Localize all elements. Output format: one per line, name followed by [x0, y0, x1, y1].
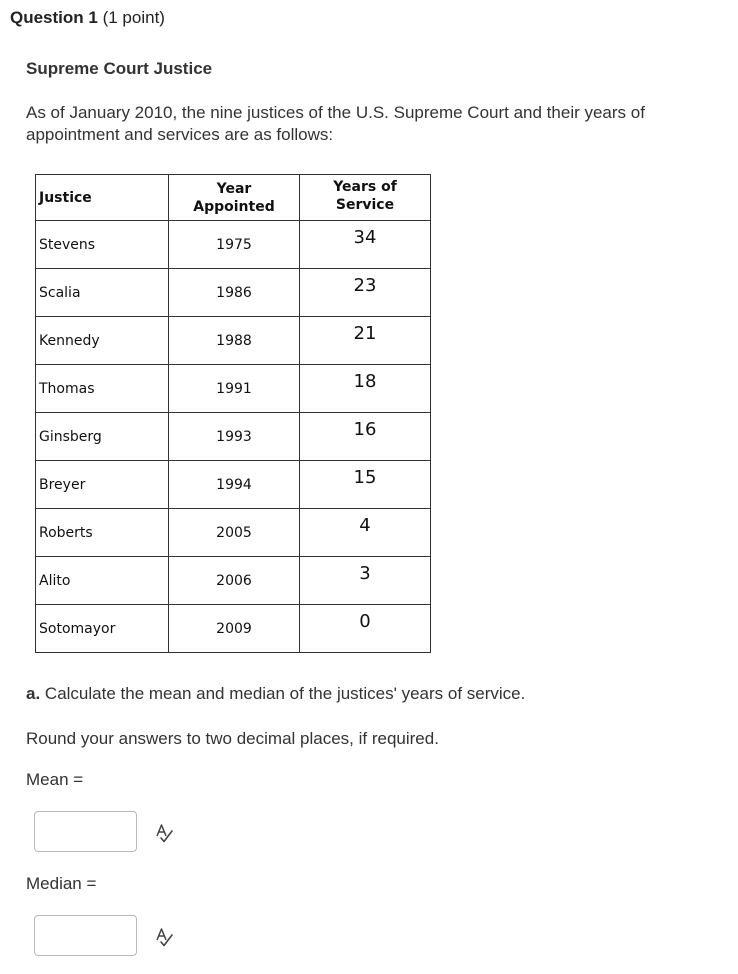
year-appointed: 1993 [169, 413, 300, 461]
justice-name: Sotomayor [36, 605, 169, 653]
header-justice: Justice [36, 175, 169, 221]
part-a-letter: a. [26, 684, 41, 703]
question-points: (1 point) [102, 8, 165, 27]
table-row [36, 413, 431, 461]
header-years-of-service: Years of Service [300, 175, 431, 221]
mean-label: Mean = [26, 770, 84, 789]
years-of-service: 21 [300, 317, 431, 365]
justices-table [35, 174, 431, 653]
justice-name: Breyer [36, 461, 169, 509]
justice-name: Stevens [36, 221, 169, 269]
table-header-row [36, 175, 431, 221]
years-of-service: 16 [300, 413, 431, 461]
years-of-service: 0 [300, 605, 431, 653]
table-row [36, 509, 431, 557]
justice-name: Kennedy [36, 317, 169, 365]
mean-input[interactable] [34, 811, 137, 852]
spellcheck-icon[interactable] [154, 927, 174, 947]
year-appointed: 1988 [169, 317, 300, 365]
year-appointed: 1975 [169, 221, 300, 269]
table-row [36, 605, 431, 653]
years-of-service: 23 [300, 269, 431, 317]
table-row [36, 461, 431, 509]
justice-name: Scalia [36, 269, 169, 317]
years-of-service: 34 [300, 221, 431, 269]
justice-name: Roberts [36, 509, 169, 557]
table-row [36, 269, 431, 317]
year-appointed: 1994 [169, 461, 300, 509]
question-header [10, 8, 165, 28]
header-year-appointed: Year Appointed [169, 175, 300, 221]
justice-name: Ginsberg [36, 413, 169, 461]
table-row [36, 557, 431, 605]
year-appointed: 2005 [169, 509, 300, 557]
rounding-instruction: Round your answers to two decimal places, if required. [26, 729, 439, 748]
year-appointed: 2009 [169, 605, 300, 653]
part-a-text: Calculate the mean and median of the justices' years of service. [44, 684, 526, 703]
intro-text: As of January 2010, the nine justices of the U.S. Supreme Court and their years of appointment and services are as follows: [26, 103, 645, 144]
table-row [36, 221, 431, 269]
part-a-prompt [26, 684, 525, 704]
year-appointed: 1986 [169, 269, 300, 317]
year-appointed: 2006 [169, 557, 300, 605]
section-title: Supreme Court Justice [26, 59, 213, 78]
justice-name: Alito [36, 557, 169, 605]
median-label: Median = [26, 874, 97, 893]
years-of-service: 3 [300, 557, 431, 605]
years-of-service: 15 [300, 461, 431, 509]
table-row [36, 317, 431, 365]
median-input[interactable] [34, 915, 137, 956]
spellcheck-icon[interactable] [154, 823, 174, 843]
table-row [36, 365, 431, 413]
year-appointed: 1991 [169, 365, 300, 413]
years-of-service: 18 [300, 365, 431, 413]
justice-name: Thomas [36, 365, 169, 413]
question-number: Question 1 [10, 8, 98, 27]
years-of-service: 4 [300, 509, 431, 557]
